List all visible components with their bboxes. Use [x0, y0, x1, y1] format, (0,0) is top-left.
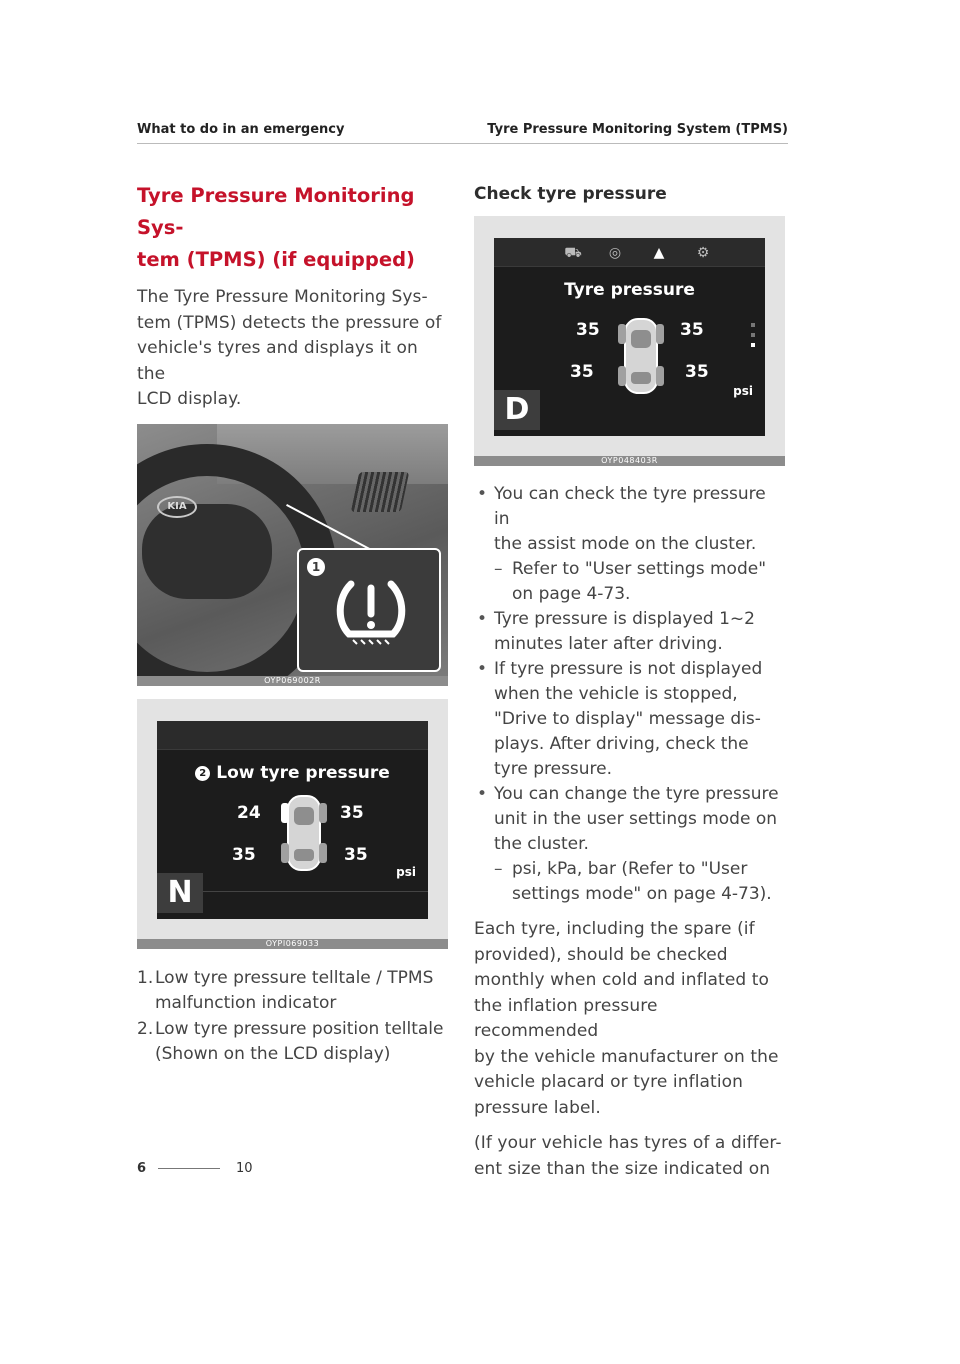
item-line: (Shown on the LCD display)	[155, 1044, 391, 1064]
kia-logo: KIA	[157, 496, 197, 518]
section-title	[137, 180, 449, 276]
paragraph	[474, 917, 786, 1121]
intro-line: vehicle's tyres and displays it on the	[137, 338, 418, 384]
pressure-front-left: 24	[237, 802, 261, 823]
pressure-front-left: 35	[576, 320, 600, 340]
item-line: Refer to "User settings mode"	[512, 559, 767, 579]
left-column	[137, 180, 449, 1068]
pressure-unit: psi	[733, 384, 753, 398]
para-line: monthly when cold and inflated to	[474, 970, 770, 990]
sub-list	[494, 857, 786, 907]
list-item	[137, 966, 449, 1017]
cluster-title: Tyre pressure	[564, 280, 695, 300]
page-number: 10	[236, 1161, 253, 1176]
list-item	[137, 1017, 449, 1068]
page-dots	[751, 323, 755, 353]
tyre-rear-left	[618, 366, 626, 386]
sub-item	[494, 857, 786, 907]
para-line: pressure label.	[474, 1097, 601, 1118]
car-icon: ⛟	[564, 245, 582, 261]
item-line: settings mode" on page 4-73).	[512, 884, 772, 904]
tyre-front-right	[319, 803, 327, 823]
list-item	[474, 782, 786, 907]
item-line: when the vehicle is stopped,	[494, 684, 738, 704]
callout-badge: 2	[195, 766, 210, 781]
intro-line: The Tyre Pressure Monitoring Sys-	[137, 287, 428, 307]
item-line: "Drive to display" message dis-	[494, 709, 761, 729]
sub-item	[494, 557, 786, 607]
dashboard-figure	[137, 424, 448, 686]
cluster-frame	[137, 699, 448, 939]
pressure-front-right: 35	[680, 320, 704, 340]
para-line: Each tyre, including the spare (if	[474, 919, 755, 939]
intro-line: tem (TPMS) detects the pressure of	[137, 312, 442, 333]
tpms-warning-icon	[299, 550, 443, 674]
tyre-rear-right	[319, 843, 327, 863]
tyre-rear-right	[656, 366, 664, 386]
lane-icon: ▲	[653, 245, 665, 261]
list-item	[474, 482, 786, 607]
gear-indicator: N	[157, 873, 203, 913]
para-line: vehicle placard or tyre inflation	[474, 1072, 744, 1092]
list-item	[474, 657, 786, 782]
right-column	[474, 180, 786, 1182]
para-line: (If your vehicle has tyres of a differ-	[474, 1133, 782, 1153]
air-vent	[351, 472, 410, 512]
item-line: Low tyre pressure telltale / TPMS	[155, 967, 434, 988]
cluster-frame	[474, 216, 785, 456]
bullet-list	[474, 482, 786, 907]
tyre-pressure-figure	[474, 216, 785, 466]
figure-code: OYPI069033	[137, 939, 448, 949]
para-line: the inflation pressure recommended	[474, 995, 658, 1041]
item-line: psi, kPa, bar (Refer to "User	[512, 859, 748, 879]
pressure-rear-left: 35	[570, 362, 594, 382]
item-line: Tyre pressure is displayed 1~2	[494, 609, 755, 629]
cluster-title	[157, 763, 428, 783]
list-item	[474, 607, 786, 657]
sub-title: Check tyre pressure	[474, 184, 667, 204]
tyre-front-left	[618, 324, 626, 344]
pressure-rear-left: 35	[232, 844, 256, 865]
figure-code: OYP069002R	[137, 676, 448, 686]
cluster-title-text: Low tyre pressure	[216, 762, 390, 783]
tyre-rear-left	[281, 843, 289, 863]
item-number: 1.	[137, 967, 154, 988]
tyre-front-left	[281, 803, 289, 823]
gear-indicator: D	[494, 390, 540, 430]
intro-paragraph	[137, 285, 449, 413]
sub-list	[494, 557, 786, 607]
footer-rule	[158, 1168, 220, 1169]
intro-line: LCD display.	[137, 389, 242, 409]
cluster-display	[494, 238, 765, 436]
cluster-top-bar	[494, 238, 765, 267]
header-right: Tyre Pressure Monitoring System (TPMS)	[487, 122, 788, 137]
item-line: the cluster.	[494, 834, 589, 854]
item-line: You can check the tyre pressure in	[494, 484, 766, 529]
item-line: on page 4-73.	[512, 584, 631, 604]
para-line: by the vehicle manufacturer on the	[474, 1046, 779, 1067]
item-line: minutes later after driving.	[494, 634, 723, 654]
item-line: malfunction indicator	[155, 993, 337, 1013]
para-line: provided), should be checked	[474, 944, 728, 965]
section-title-line1: Tyre Pressure Monitoring Sys-	[137, 184, 415, 239]
pressure-front-right: 35	[340, 802, 364, 823]
figure-code: OYP048403R	[474, 456, 785, 466]
tpms-telltale-callout	[297, 548, 441, 672]
paragraph	[474, 1131, 786, 1182]
cluster-top-bar	[157, 721, 428, 750]
callout-number: 1	[307, 558, 325, 576]
header-left: What to do in an emergency	[137, 122, 345, 137]
cluster-icons	[554, 244, 714, 262]
item-line: tyre pressure.	[494, 759, 613, 779]
chapter-number: 6	[137, 1161, 147, 1176]
low-pressure-figure	[137, 699, 448, 949]
car-top-icon	[287, 795, 321, 871]
item-line: You can change the tyre pressure	[494, 784, 779, 804]
item-line: Low tyre pressure position telltale	[155, 1018, 444, 1039]
gear-icon: ⚙	[696, 245, 710, 261]
dashboard-photo	[137, 424, 448, 676]
item-line: If tyre pressure is not displayed	[494, 659, 763, 679]
header-rule	[137, 143, 788, 144]
cluster-display	[157, 721, 428, 919]
item-line: the assist mode on the cluster.	[494, 534, 757, 554]
item-line: plays. After driving, check the	[494, 734, 749, 754]
callout-list	[137, 966, 449, 1068]
pressure-unit: psi	[396, 864, 416, 879]
steering-hub	[142, 504, 272, 599]
item-number: 2.	[137, 1018, 154, 1039]
tyre-front-right	[656, 324, 664, 344]
pressure-rear-right: 35	[344, 844, 368, 865]
car-top-icon	[624, 318, 658, 394]
pressure-rear-right: 35	[685, 362, 709, 382]
item-line: unit in the user settings mode on	[494, 809, 778, 829]
section-title-line2: tem (TPMS) (if equipped)	[137, 248, 415, 271]
compass-icon: ◎	[608, 245, 622, 261]
para-line: ent size than the size indicated on	[474, 1158, 771, 1179]
